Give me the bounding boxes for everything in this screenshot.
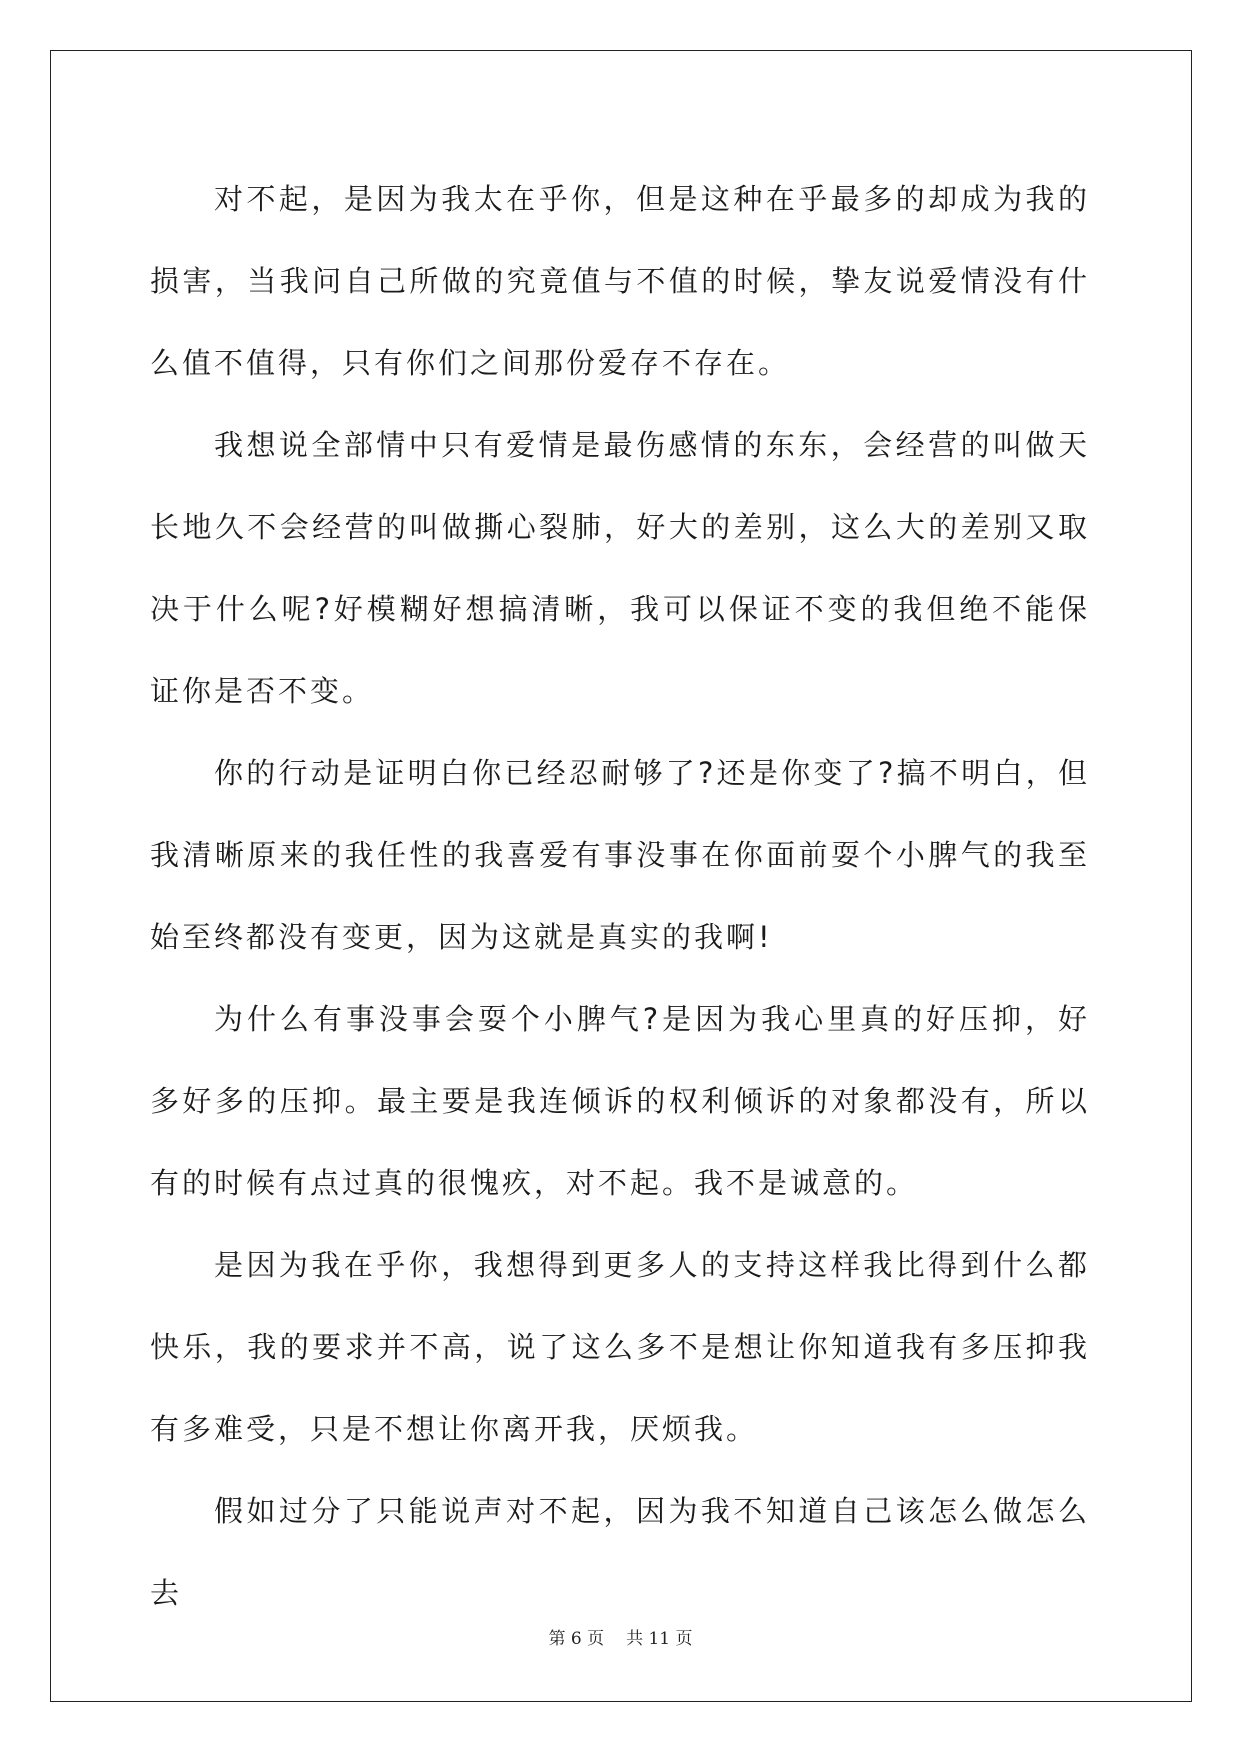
- page-number: 第 6 页: [548, 1629, 605, 1649]
- page-total: 共 11 页: [626, 1629, 693, 1649]
- paragraph: 你的行动是证明白你已经忍耐够了?还是你变了?搞不明白，但我清晰原来的我任性的我喜爱有事没事在你面前耍个小脾气的我至始至终都没有变更，因为这就是真实的我啊!: [150, 756, 1090, 954]
- paragraph: 假如过分了只能说声对不起，因为我不知道自己该怎么做怎么去: [150, 1494, 1090, 1610]
- paragraph: 是因为我在乎你，我想得到更多人的支持这样我比得到什么都快乐，我的要求并不高，说了这么多不是想让你知道我有多压抑我有多难受，只是不想让你离开我，厌烦我。: [150, 1248, 1090, 1446]
- paragraph: 为什么有事没事会耍个小脾气?是因为我心里真的好压抑，好多好多的压抑。最主要是我连倾诉的权利倾诉的对象都没有，所以有的时候有点过真的很愧疚，对不起。我不是诚意的。: [150, 1002, 1090, 1200]
- paragraph: 对不起，是因为我太在乎你，但是这种在乎最多的却成为我的损害，当我问自己所做的究竟值与不值的时候，挚友说爱情没有什么值不值得，只有你们之间那份爱存不存在。: [150, 182, 1090, 380]
- page-footer: [0, 1624, 1241, 1649]
- document-body: [150, 158, 1090, 1634]
- paragraph: 我想说全部情中只有爱情是最伤感情的东东，会经营的叫做天长地久不会经营的叫做撕心裂肺，好大的差别，这么大的差别又取决于什么呢?好模糊好想搞清晰，我可以保证不变的我但绝不能保证你是否不变。: [150, 428, 1090, 708]
